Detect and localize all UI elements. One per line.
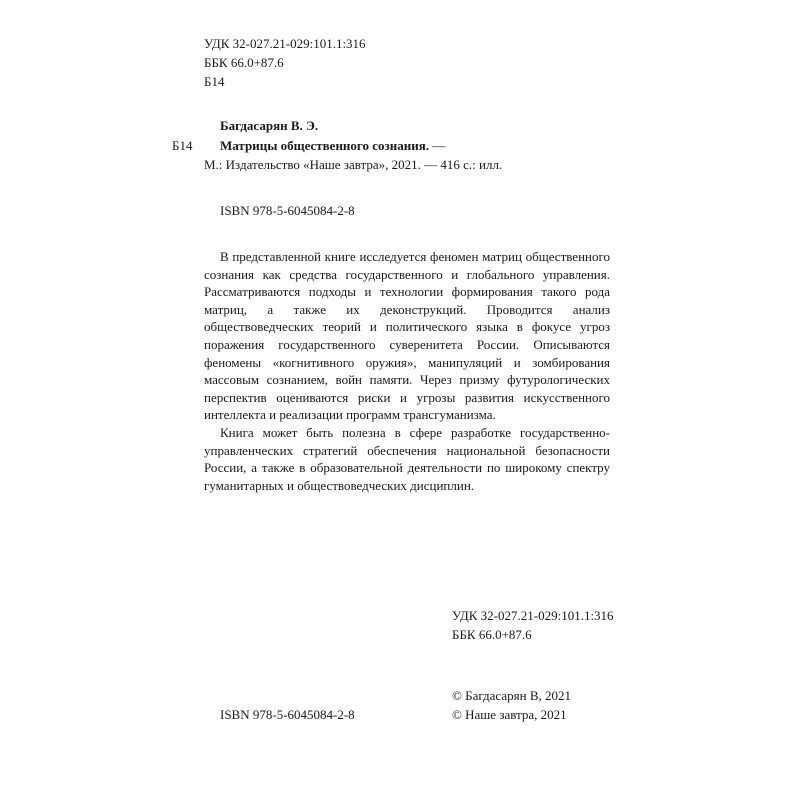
author-name: Багдасарян В. Э. [220,118,319,133]
bbk-classification: ББК 66.0+87.6 [204,55,284,70]
book-title: Матрицы общественного сознания. [220,138,429,153]
isbn-top: ISBN 978-5-6045084-2-8 [220,203,355,218]
title-dash: — [429,138,446,153]
footer-udk: УДК 32-027.21-029:101.1:316 [452,608,614,623]
copyright-publisher: © Наше завтра, 2021 [452,707,567,722]
udk-classification: УДК 32-027.21-029:101.1:316 [204,36,366,51]
abstract-paragraph-2: Книга может быть полезна в сфере разработке государственно-управленческих стратегий обеспечения национальной безопасности России, а также в образовательной деятельности по широкому спектру гуманитарных и обществоведческих дисциплин. [204,424,610,493]
copyright-author: © Багдасарян В, 2021 [452,688,571,703]
abstract-paragraph-1: В представленной книге исследуется феномен матриц общественного сознания как средства государственного и глобального управления. Рассматриваются подходы и технологии формирования такого рода матриц, а также их деконструкций. Проводится анализ обществоведческих теорий и политического языка в фокусе угроз поражения государственного суверенитета России. Описываются феномены «когнитивного оружия», манипуляций и зомбирования массовым сознанием, войн памяти. Через призму футурологических перспектив оцениваются риски и угрозы развития искусственного интеллекта и реализации программ трансгуманизма. [204,249,610,423]
imprint-line: М.: Издательство «Наше завтра», 2021. — 416 с.: илл. [204,157,503,172]
abstract [204,248,610,494]
author-mark: Б14 [204,74,225,89]
author-mark-side: Б14 [172,138,193,153]
book-title-line [220,138,445,154]
footer-bbk: ББК 66.0+87.6 [452,627,532,642]
footer-isbn: ISBN 978-5-6045084-2-8 [220,707,355,722]
